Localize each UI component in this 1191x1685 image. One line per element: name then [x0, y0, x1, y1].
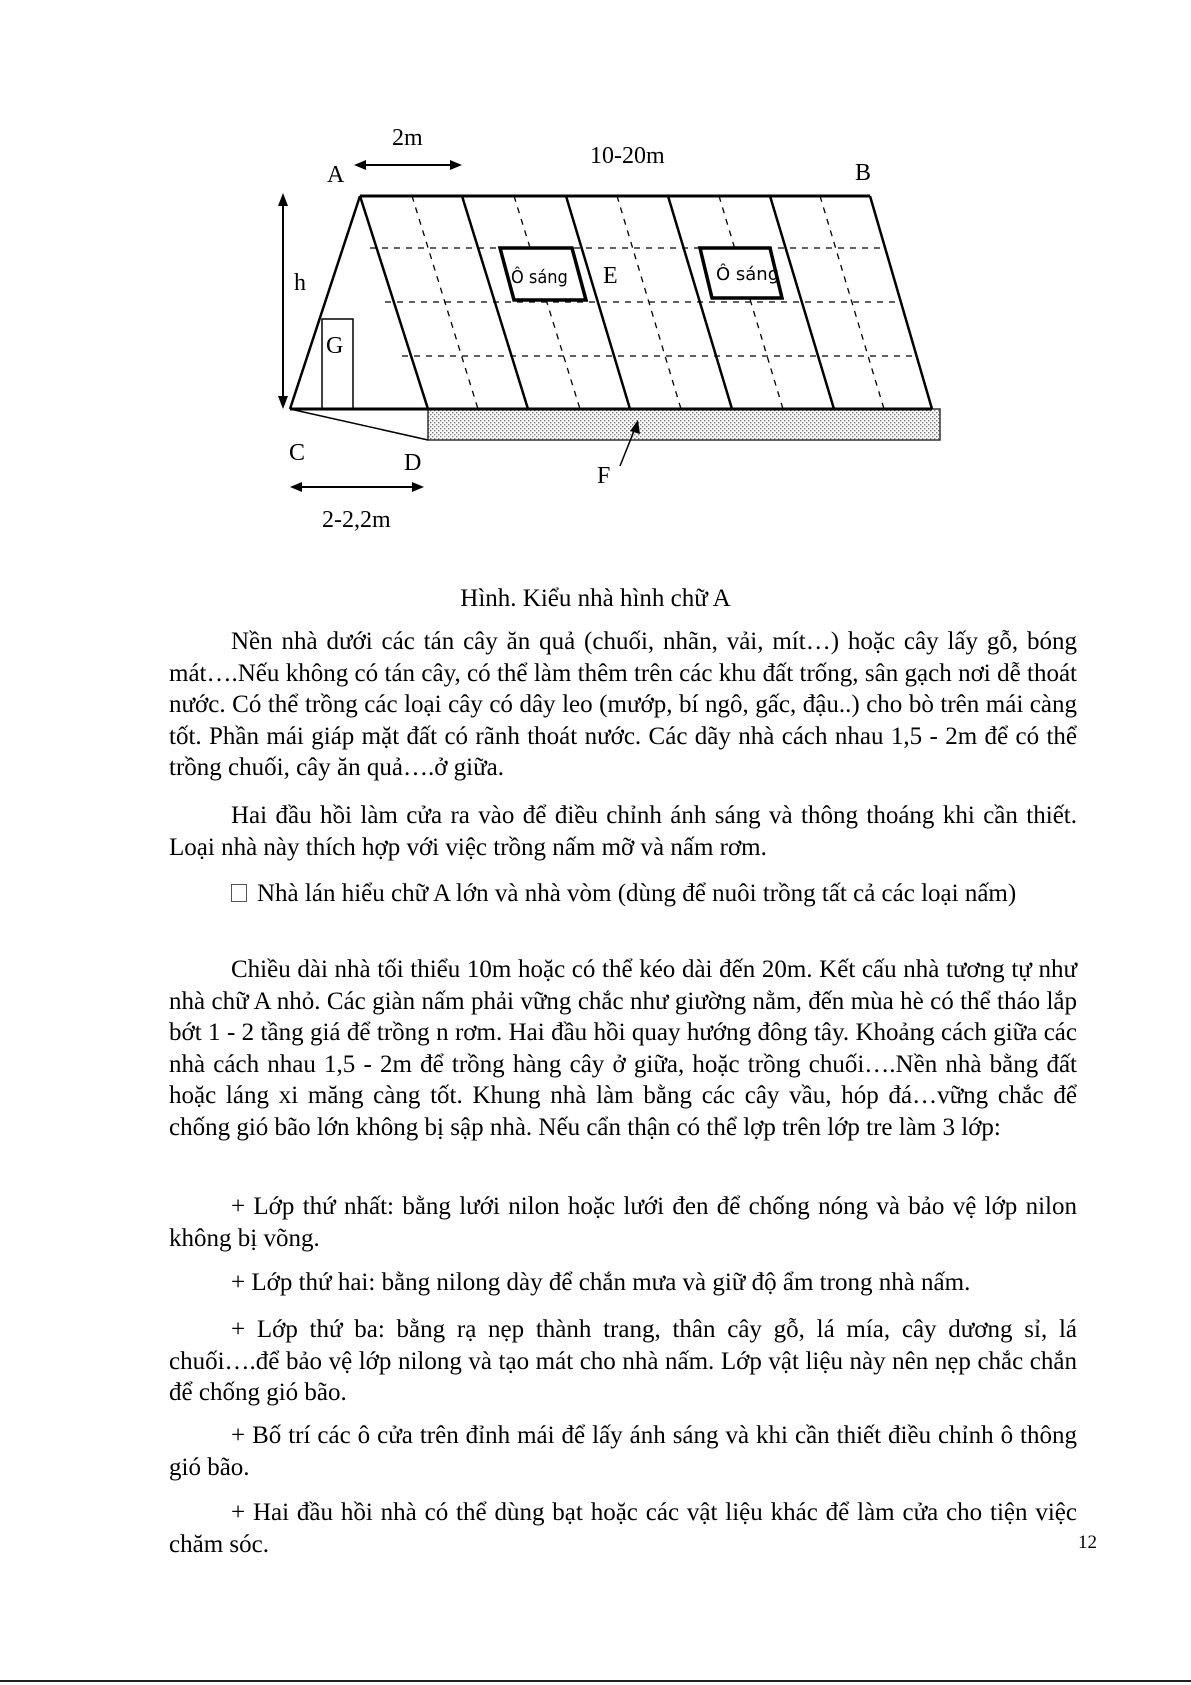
skylight-2-label: Ô sáng [716, 264, 780, 285]
label-e: E [603, 263, 618, 289]
page-number: 12 [1078, 1532, 1097, 1553]
a-frame-diagram [270, 105, 1010, 585]
paragraph-6: + Lớp thứ hai: bằng nilong dày để chắn mưa và giữ độ ẩm trong nhà nấm. [231, 1269, 971, 1296]
paragraph-2-block [169, 800, 1077, 863]
label-f: F [597, 463, 611, 489]
label-base-width: 2-2,2m [322, 507, 391, 533]
paragraph-7-block [169, 1314, 1077, 1409]
ground-strip [428, 409, 940, 440]
paragraph-9: + Hai đầu hồi nhà có thể dùng bạt hoặc các vật liệu khác để làm cửa cho tiện việc chăm sóc. [169, 1499, 1077, 1558]
paragraph-2: Hai đầu hồi làm cửa ra vào để điều chỉnh ánh sáng và thông thoáng khi cần thiết. Loại nhà này thích hợp với việc trồng nấm mỡ và nấm rơm. [169, 802, 1077, 861]
paragraph-8-block [169, 1420, 1077, 1483]
dashed-purlins [370, 248, 916, 356]
a-frame-house-figure [270, 105, 1010, 585]
label-h: h [294, 270, 306, 296]
figure-caption: Hình. Kiểu nhà hình chữ A [460, 585, 731, 612]
skylight-1-label: Ô sáng [511, 267, 568, 288]
label-length: 10-20m [590, 143, 665, 169]
paragraph-5-block [169, 1191, 1077, 1254]
paragraph-8: + Bố trí các ô cửa trên đỉnh mái để lấy ánh sáng và khi cần thiết điều chỉnh ô thông gió bão. [169, 1422, 1077, 1481]
label-a: A [327, 162, 345, 188]
label-g: G [326, 333, 344, 359]
paragraph-3-block [169, 878, 1077, 910]
label-width-top: 2m [392, 125, 423, 151]
paragraph-5: + Lớp thứ nhất: bằng lưới nilon hoặc lưới đen để chống nóng và bảo vệ lớp nilon không bị võng. [169, 1193, 1077, 1252]
gable-base [290, 409, 428, 440]
paragraph-1-block [169, 626, 1077, 784]
label-c: C [289, 440, 306, 466]
paragraph-6-block [169, 1267, 1077, 1299]
gable-right [360, 196, 428, 409]
gable-left [290, 196, 360, 409]
paragraph-7: + Lớp thứ ba: bằng rạ nẹp thành trang, thân cây gỗ, lá mía, cây dương sỉ, lá chuối….để bảo vệ lớp nilong và tạo mát cho nhà nấm. Lớp vật liệu này nên nẹp chắc chắn để chống gió bão. [169, 1316, 1077, 1406]
paragraph-3: Nhà lán hiểu chữ A lớn và nhà vòm (dùng để nuôi trồng tất cả các loại nấm) [257, 880, 1017, 907]
paragraph-4-block [169, 954, 1077, 1143]
label-b: B [855, 160, 872, 186]
bottom-divider [0, 1680, 1191, 1682]
paragraph-1: Nền nhà dưới các tán cây ăn quả (chuối, nhãn, vải, mít…) hoặc cây lấy gỗ, bóng mát….Nếu không có tán cây, có thể làm thêm trên các khu đất trống, sân gạch nơi dễ thoát nước. Có thể trồng các loại cây có dây leo (mướp, bí ngô, gấc, đậu..) cho bò trên mái càng tốt. Phần mái giáp mặt đất có rãnh thoát nước. Các dãy nhà cách nhau 1,5 - 2m để có thể trồng chuối, cây ăn quả….ở giữa. [169, 628, 1077, 781]
paragraph-4: Chiều dài nhà tối thiểu 10m hoặc có thể kéo dài đến 20m. Kết cấu nhà tương tự như nhà chữ A nhỏ. Các giàn nấm phải vững chắc như giường nằm, đến mùa hè có thể tháo lắp bớt 1 - 2 tầng giá để trồng n rơm. Hai đầu hồi quay hướng đông tây. Khoảng cách giữa các nhà cách nhau 1,5 - 2m để trồng hàng cây ở giữa, hoặc trồng chuối….Nền nhà bằng đất hoặc láng xi măng càng tốt. Khung nhà làm bằng các cây vầu, hóp đá…vững chắc để chống gió bão lớn không bị sập nhà. Nếu cẩn thận có thể lợp trên lớp tre làm 3 lớp: [169, 956, 1077, 1141]
paragraph-9-block [169, 1497, 1077, 1560]
paragraph-3-line [169, 878, 1077, 910]
label-d: D [404, 450, 422, 476]
bullet-box-icon [231, 884, 247, 902]
